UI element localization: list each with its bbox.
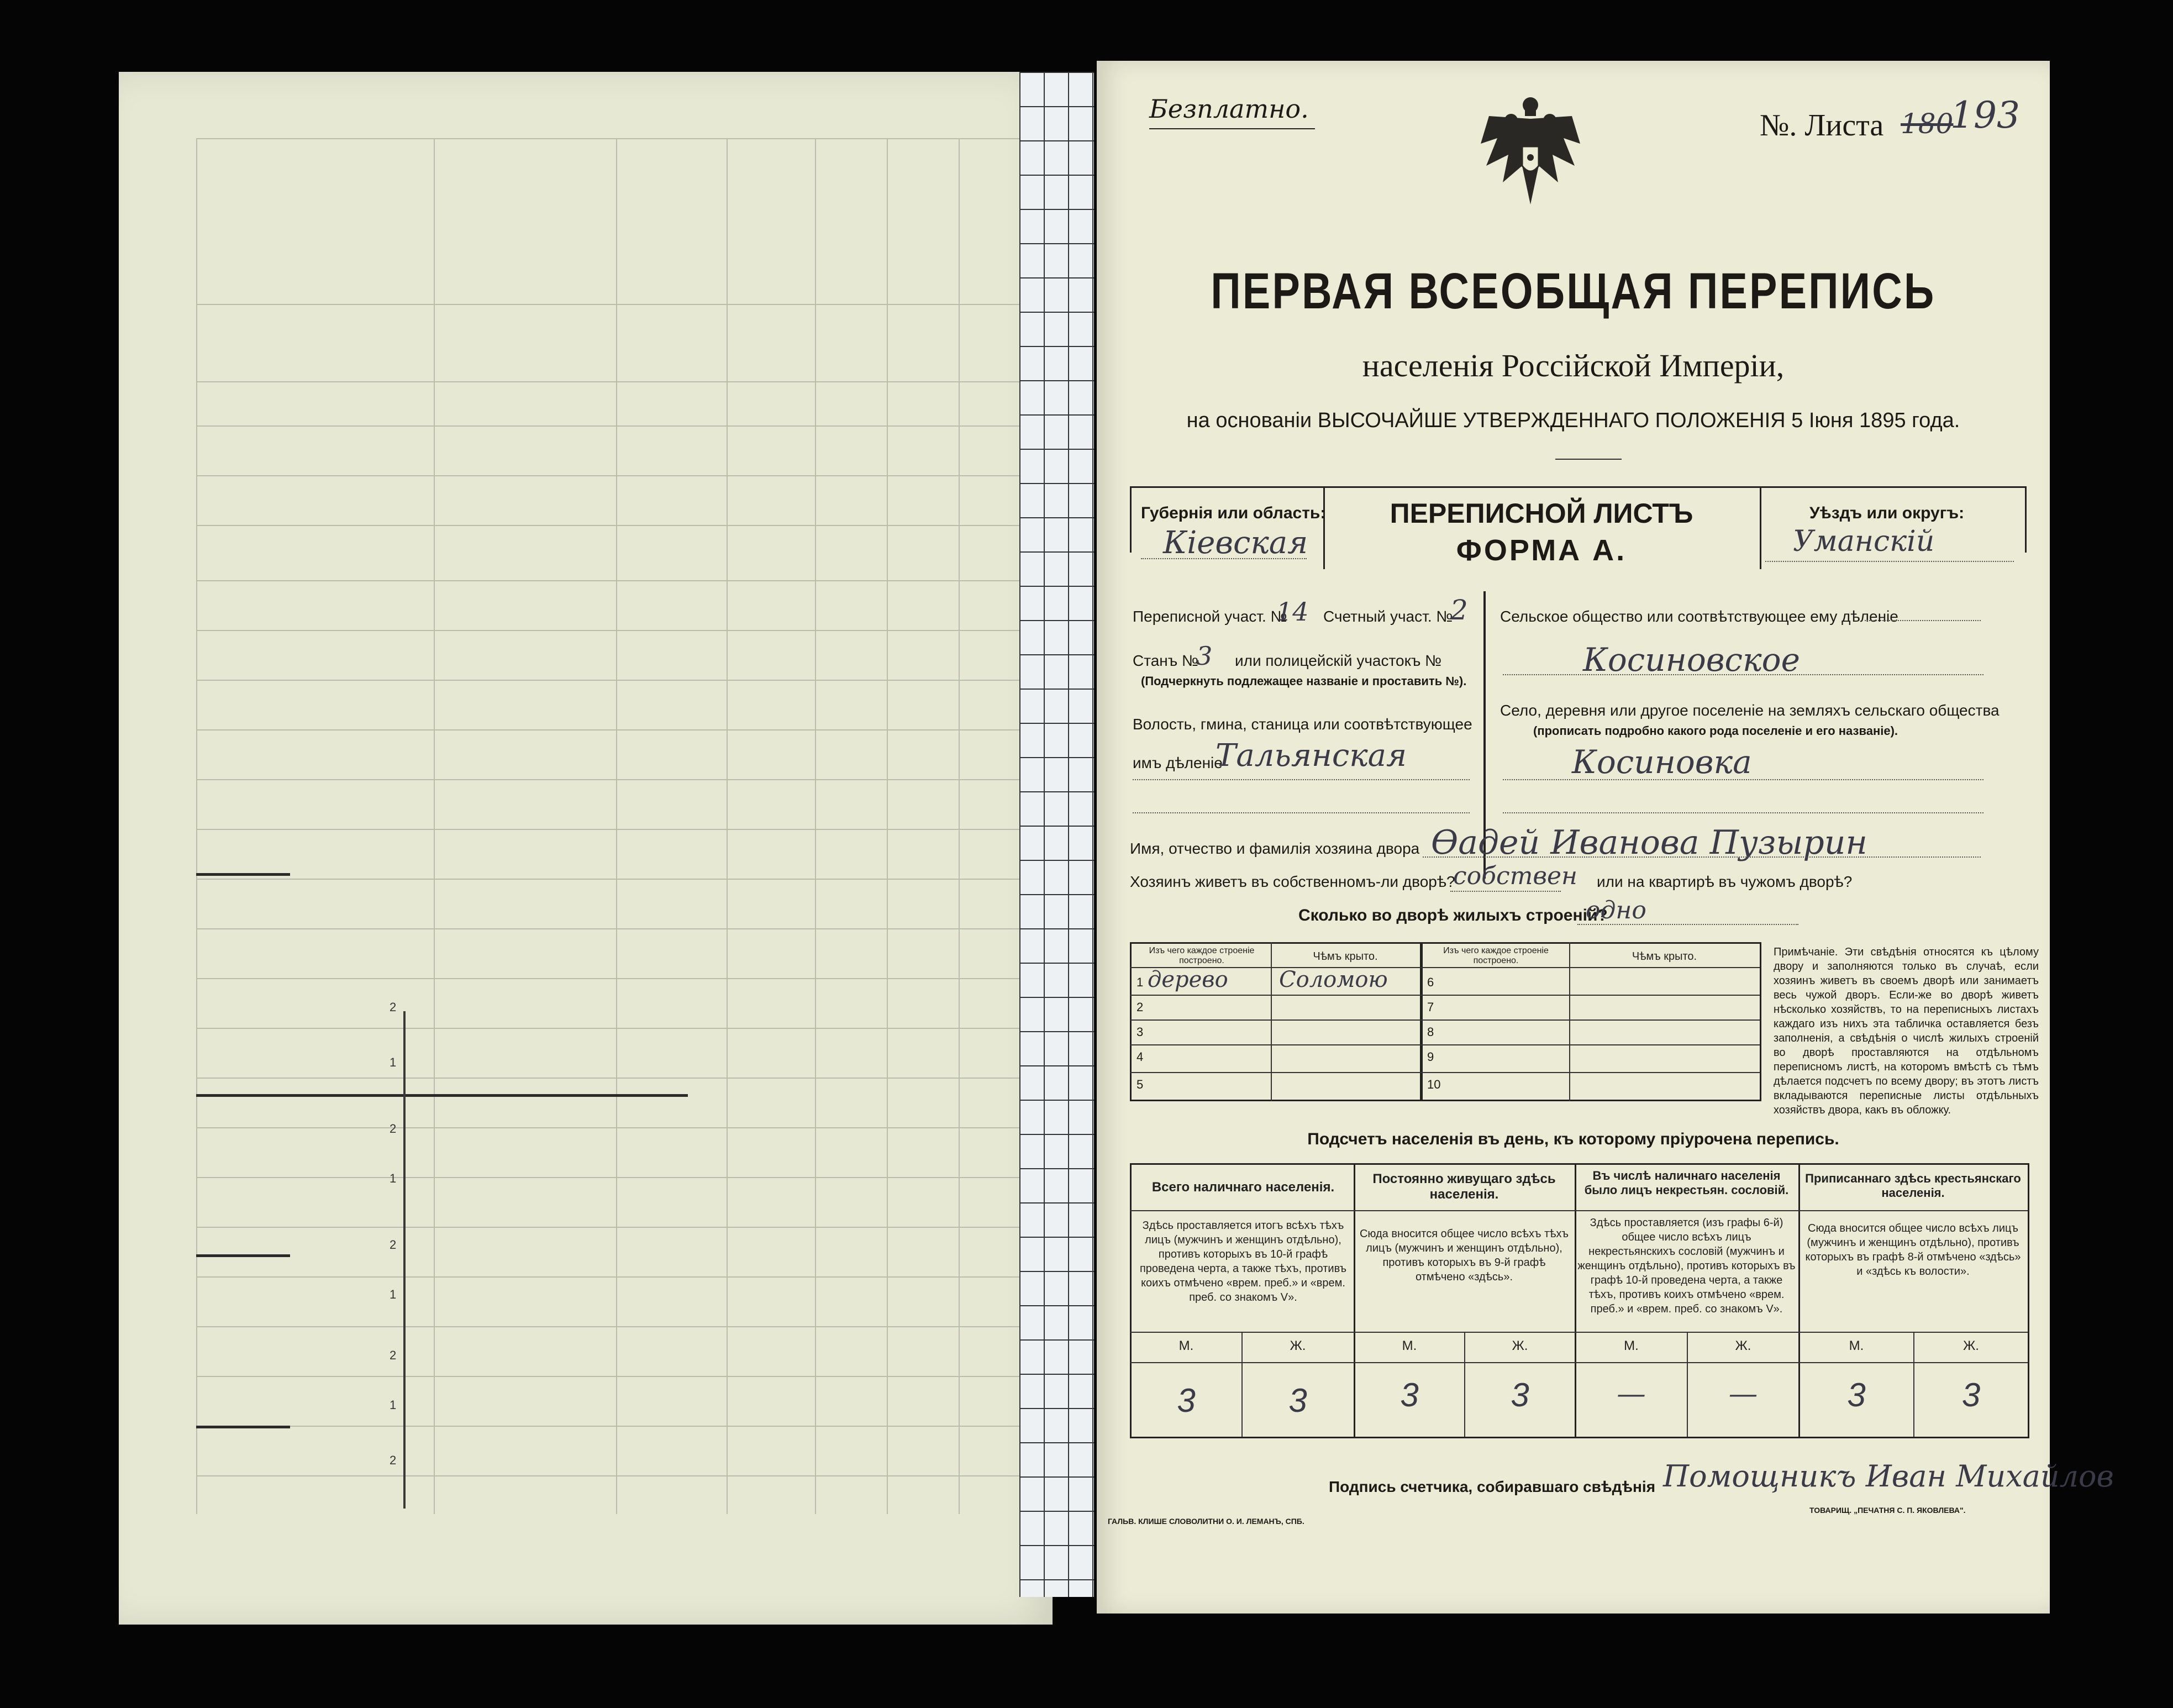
row-number: 10 bbox=[1427, 1078, 1441, 1091]
population-col-header: Приписаннаго здѣсь крестьянскаго населенія. bbox=[1805, 1171, 2021, 1200]
grid-line bbox=[196, 1475, 1030, 1476]
male-label: М. bbox=[1849, 1338, 1864, 1353]
grid-line bbox=[196, 138, 197, 1514]
grid-line bbox=[196, 1376, 1030, 1377]
grid-line bbox=[196, 928, 1030, 929]
village-value: Косиновка bbox=[1572, 743, 1752, 781]
header-box-border bbox=[1760, 486, 1761, 569]
grid-strip bbox=[1019, 72, 1094, 1597]
male-value: 3 bbox=[1177, 1382, 1196, 1419]
underline bbox=[1450, 891, 1561, 892]
grid-line bbox=[196, 779, 1030, 780]
divider bbox=[1149, 128, 1315, 129]
grid-line bbox=[196, 525, 1030, 526]
header-box-border bbox=[2025, 486, 2027, 553]
grid-line bbox=[196, 879, 1030, 880]
row-number: 5 bbox=[1137, 1078, 1144, 1091]
grid-line bbox=[196, 1426, 1030, 1427]
col-material: Изъ чего каждое строеніе построено. bbox=[1149, 946, 1255, 965]
sheet-number: 193 bbox=[1950, 94, 2020, 136]
population-col-header: Всего наличнаго населенія. bbox=[1151, 1180, 1335, 1195]
grid-line bbox=[196, 829, 1030, 830]
buildings-table-border bbox=[1130, 942, 1132, 1101]
grid-line bbox=[196, 978, 1030, 979]
population-col-header: Постоянно живущаго здѣсь населенія. bbox=[1372, 1171, 1556, 1202]
left-mark: 2 bbox=[390, 1348, 397, 1362]
pencil-mark bbox=[196, 873, 290, 876]
grid-line bbox=[196, 1078, 1030, 1079]
male-label: М. bbox=[1624, 1338, 1639, 1353]
row-number: 2 bbox=[1137, 1000, 1144, 1014]
female-label: Ж. bbox=[1512, 1338, 1528, 1353]
pencil-mark bbox=[196, 1094, 688, 1097]
grid-line bbox=[1130, 1019, 1760, 1021]
main-title: ПЕРВАЯ ВСЕОБЩАЯ ПЕРЕПИСЬ bbox=[1211, 263, 1936, 319]
buildings-table-border bbox=[1130, 942, 1760, 944]
grid-line bbox=[815, 138, 816, 1514]
gubernia-value: Кіевская bbox=[1163, 525, 1308, 561]
underline bbox=[1423, 856, 1981, 858]
uezd-value: Уманскій bbox=[1793, 525, 1935, 558]
underline bbox=[1133, 779, 1470, 780]
grid-line bbox=[887, 138, 888, 1514]
faded-table-header bbox=[318, 155, 1019, 337]
population-table-border bbox=[1130, 1437, 2028, 1438]
underline bbox=[1503, 779, 1983, 780]
buildings-note: Примѣчаніе. Эти свѣдѣнія относятся къ цѣлому двору и заполняются только въ случаѣ, если хозяинъ живетъ въ своемъ дворѣ или занимаетъ весь чужой дворъ. Если-же во дворѣ живетъ нѣсколько хозяйствъ, то на переписныхъ листахъ каждаго изъ нихъ эта табличка оставляется безъ заполненія, а свѣдѣнія о числѣ жилыхъ строеній во дворѣ проставляются на отдѣльномъ переписномъ листѣ, на которомъ вмѣстѣ съ тѣмъ дѣлается подсчетъ по всему двору; въ этотъ листъ вкладываются переписные листы отдѣльныхъ хозяйствъ двора, какъ въ обложку. bbox=[1774, 946, 2039, 1116]
subtitle: населенія Россійской Имперіи, bbox=[1362, 348, 1785, 383]
owner-rent-label: или на квартирѣ въ чужомъ дворѣ? bbox=[1597, 873, 1853, 890]
grid-line bbox=[196, 1127, 1030, 1128]
row-number: 9 bbox=[1427, 1050, 1434, 1064]
left-mark: 2 bbox=[390, 1453, 397, 1467]
left-mark: 2 bbox=[390, 1000, 397, 1014]
census-area-label: Переписной участ. № bbox=[1133, 608, 1287, 625]
signature-value: Помощникъ Иван Михайлов bbox=[1663, 1459, 2114, 1494]
population-col-desc: Здѣсь проставляется итогъ всѣхъ тѣхъ лицъ (мужчинъ и женщинъ отдѣльно), противъ которыхъ въ 10-й графѣ проведена черта, а также тѣхъ, противъ коихъ отмѣчено «врем. преб.» и «врем. преб. со знакомъ V». bbox=[1139, 1220, 1347, 1304]
society-value: Косиновское bbox=[1583, 641, 1800, 679]
grid-line bbox=[1130, 1044, 1760, 1045]
list-form: ФОРМА А. bbox=[1456, 534, 1627, 567]
row-number: 6 bbox=[1427, 975, 1434, 989]
left-mark: 1 bbox=[390, 1398, 397, 1412]
left-mark: 1 bbox=[390, 1171, 397, 1185]
grid-line bbox=[196, 1177, 1030, 1178]
underline bbox=[1765, 561, 2014, 562]
grid-line bbox=[196, 1227, 1030, 1228]
buildings-label: Сколько во дворѣ жилыхъ строеній? bbox=[1298, 906, 1608, 924]
underline bbox=[1865, 620, 1981, 621]
ornament-divider bbox=[1555, 459, 1622, 460]
volost-label-2: имъ дѣленіе bbox=[1133, 754, 1223, 771]
grid-line bbox=[196, 1326, 1030, 1327]
left-page bbox=[119, 72, 1053, 1625]
count-area-value: 2 bbox=[1450, 594, 1468, 626]
left-mark: 2 bbox=[390, 1122, 397, 1136]
eagle-emblem-icon bbox=[1478, 94, 1583, 210]
grid-line bbox=[196, 1276, 1030, 1278]
volost-value: Тальянская bbox=[1216, 738, 1407, 774]
female-label: Ж. bbox=[1290, 1338, 1306, 1353]
buildings-table-border bbox=[1760, 942, 1761, 1101]
grid-line bbox=[196, 138, 1030, 139]
grid-line bbox=[616, 138, 617, 1514]
grid-line bbox=[959, 138, 960, 1514]
village-label: Село, деревня или другое поселеніе на земляхъ сельскаго общества bbox=[1500, 702, 2000, 719]
col-roof: Чѣмъ крыто. bbox=[1632, 950, 1697, 963]
grid-line bbox=[196, 475, 1030, 476]
sheet-label: №. Листа bbox=[1760, 108, 1884, 143]
grid-line bbox=[1130, 995, 1760, 996]
row-number: 8 bbox=[1427, 1025, 1434, 1039]
grid-line bbox=[1130, 1362, 2028, 1363]
owner-name-value: Ѳадей Иванова Пузырин bbox=[1431, 823, 1867, 862]
count-area-label: Счетный участ. № bbox=[1323, 608, 1453, 625]
population-col-desc: Сюда вносится общее число всѣхъ тѣхъ лицъ (мужчинъ и женщинъ отдѣльно), противъ которыхъ въ 9-й графѣ отмѣчено «здѣсь». bbox=[1359, 1228, 1569, 1283]
basis-line: на основаніи ВЫСОЧАЙШЕ УТВЕРЖДЕННАГО ПОЛОЖЕНІЯ 5 Іюня 1895 года. bbox=[1186, 409, 1960, 432]
grid-line bbox=[196, 381, 1030, 382]
pencil-mark bbox=[403, 1011, 406, 1509]
row-number: 1 bbox=[1137, 975, 1144, 989]
row-roof: Соломою bbox=[1279, 967, 1388, 992]
grid-line bbox=[1271, 942, 1272, 1101]
police-label: или полицейскій участокъ № bbox=[1235, 652, 1442, 669]
male-value: 3 bbox=[1400, 1376, 1419, 1413]
grid-line bbox=[196, 425, 1030, 427]
society-label: Сельское общество или соотвѣтствующее ему дѣленіе bbox=[1500, 608, 1898, 625]
printer-right: ТОВАРИЩ. „ПЕЧАТНЯ С. П. ЯКОВЛЕВА". bbox=[1809, 1506, 1966, 1515]
population-title: Подсчетъ населенія въ день, къ которому пріурочена перепись. bbox=[1307, 1130, 1839, 1148]
female-value: 3 bbox=[1961, 1376, 1981, 1413]
pencil-mark bbox=[196, 1426, 290, 1428]
underline bbox=[1503, 674, 1983, 675]
female-value: 3 bbox=[1511, 1376, 1529, 1413]
row-number: 3 bbox=[1137, 1025, 1144, 1039]
female-value: — bbox=[1730, 1379, 1756, 1409]
list-title: ПЕРЕПИСНОЙ ЛИСТЪ bbox=[1390, 498, 1693, 529]
grid-line bbox=[727, 138, 728, 1514]
sheet-number-crossed: 180 bbox=[1901, 108, 1954, 140]
population-col-desc: Сюда вносится общее число всѣхъ лицъ (мужчинъ и женщинъ отдѣльно), противъ которыхъ въ графѣ 8-й отмѣчено «здѣсь» и «здѣсь къ волости». bbox=[1805, 1222, 2021, 1278]
grid-line bbox=[196, 1028, 1030, 1029]
grid-line bbox=[196, 630, 1030, 631]
population-table-border bbox=[2028, 1163, 2029, 1438]
owner-name-label: Имя, отчество и фамилія хозяина двора bbox=[1130, 840, 1420, 857]
grid-line bbox=[1569, 942, 1570, 1101]
left-mark: 1 bbox=[390, 1055, 397, 1069]
volost-label: Волость, гмина, станица или соотвѣтствующее bbox=[1133, 716, 1472, 733]
female-label: Ж. bbox=[1963, 1338, 1979, 1353]
grid-line bbox=[1130, 1332, 2028, 1333]
underline bbox=[1141, 558, 1307, 559]
population-col-desc: Здѣсь проставляется (изъ графы 6-й) общее число всѣхъ лицъ некрестьянскихъ сословій (мужчинъ и женщинъ отдѣльно), противъ которыхъ въ графѣ 10-й проведена черта, а также тѣхъ, противъ коихъ отмѣчено «врем. преб.» и «врем. преб. со знакомъ V». bbox=[1577, 1217, 1796, 1315]
printer-left: ГАЛЬВ. КЛИШЕ СЛОВОЛИТНИ О. И. ЛЕМАНЪ, СПБ. bbox=[1108, 1517, 1304, 1526]
stan-label: Станъ № bbox=[1133, 652, 1199, 669]
male-value: 3 bbox=[1847, 1376, 1866, 1413]
left-mark: 1 bbox=[390, 1287, 397, 1301]
col-material: Изъ чего каждое строеніе построено. bbox=[1443, 946, 1549, 965]
owner-lives-value: собствен bbox=[1453, 862, 1577, 890]
row-material: дерево bbox=[1148, 967, 1228, 992]
underline bbox=[1503, 812, 1983, 813]
population-table-border bbox=[1130, 1163, 2028, 1165]
stan-value: 3 bbox=[1196, 641, 1213, 671]
male-value: — bbox=[1618, 1379, 1645, 1409]
grid-line bbox=[196, 304, 1030, 305]
grid-line bbox=[1130, 1072, 1760, 1073]
uezd-label: Уѣздъ или округъ: bbox=[1809, 504, 1965, 522]
grid-line bbox=[196, 680, 1030, 681]
free-label: Безплатно. bbox=[1149, 94, 1309, 124]
underline bbox=[1133, 812, 1470, 813]
male-label: М. bbox=[1178, 1338, 1194, 1353]
grid-line bbox=[434, 138, 435, 1514]
grid-line bbox=[196, 729, 1030, 731]
header-box-border bbox=[1130, 486, 2025, 488]
row-number: 7 bbox=[1427, 1000, 1434, 1014]
female-value: 3 bbox=[1288, 1382, 1307, 1419]
grid-line bbox=[1130, 1210, 2028, 1211]
village-note: (прописать подробно какого рода поселеніе и его названіе). bbox=[1533, 724, 1898, 738]
underline bbox=[1577, 924, 1798, 925]
buildings-value: одно bbox=[1586, 896, 1646, 924]
pencil-mark bbox=[196, 1254, 290, 1257]
census-sheet bbox=[1097, 61, 2114, 1614]
male-label: М. bbox=[1402, 1338, 1417, 1353]
underline-note: (Подчеркнуть подлежащее названіе и проставить №). bbox=[1141, 674, 1467, 688]
left-mark: 2 bbox=[390, 1238, 397, 1252]
female-label: Ж. bbox=[1735, 1338, 1751, 1353]
buildings-table-divider bbox=[1420, 942, 1423, 1101]
gubernia-label: Губернія или область: bbox=[1141, 504, 1326, 522]
header-box-border bbox=[1130, 486, 1132, 553]
buildings-table-border bbox=[1130, 1100, 1760, 1101]
census-area-value: 14 bbox=[1276, 597, 1309, 627]
grid-line bbox=[196, 580, 1030, 581]
owner-lives-label: Хозяинъ живетъ въ собственномъ-ли дворѣ? bbox=[1130, 873, 1455, 890]
signature-label: Подпись счетчика, собиравшаго свѣдѣнія bbox=[1329, 1478, 1656, 1495]
population-col-header: Въ числѣ наличнаго населенія было лицъ некрестьян. сословій. bbox=[1584, 1169, 1789, 1197]
row-number: 4 bbox=[1137, 1050, 1144, 1064]
col-roof: Чѣмъ крыто. bbox=[1313, 950, 1378, 963]
